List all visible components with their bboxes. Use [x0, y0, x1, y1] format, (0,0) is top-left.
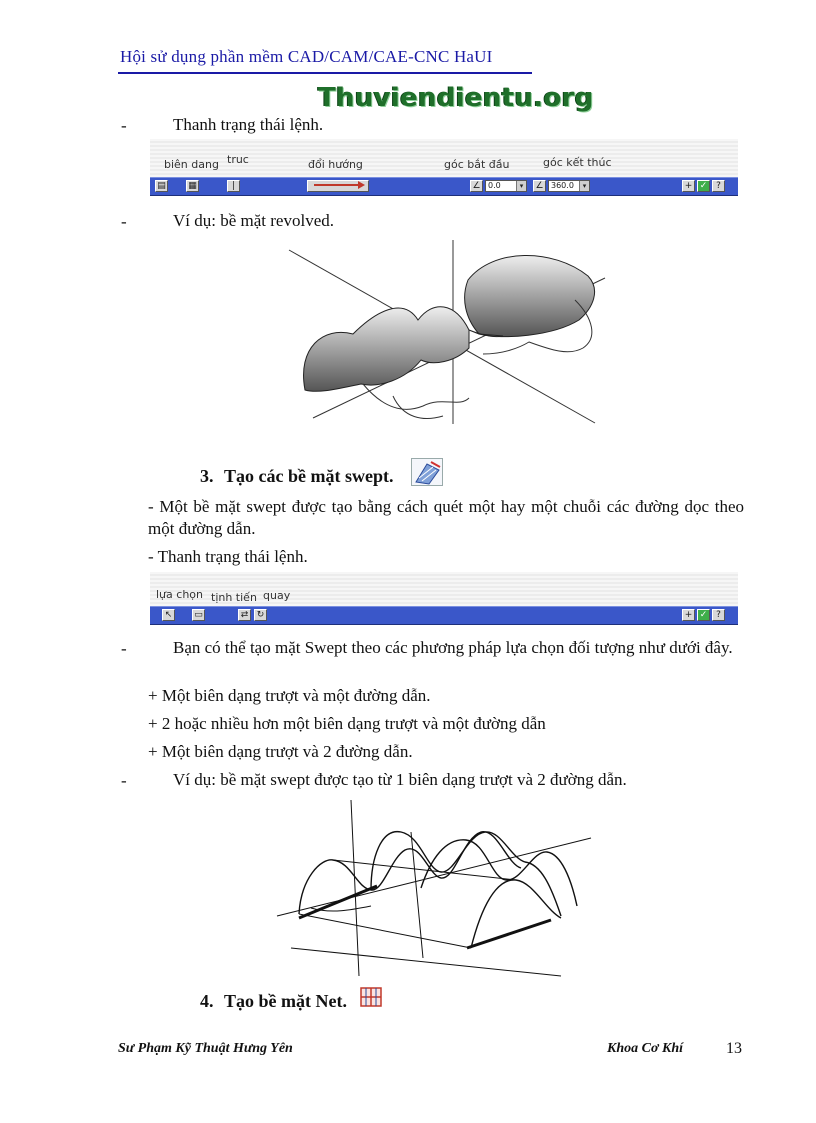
toolbar-label-strip	[150, 572, 738, 606]
swept-surface-figure	[271, 798, 609, 978]
page-number: 13	[726, 1040, 742, 1057]
select-button[interactable]: ↖	[162, 609, 175, 621]
end-angle-field[interactable]	[548, 180, 590, 192]
method-item: + Một biên dạng trượt và 2 đường dẫn.	[148, 742, 413, 761]
swept-surface-icon	[411, 458, 443, 486]
start-angle-icon: ∠	[470, 180, 483, 192]
swept-methods-intro: Bạn có thể tạo mặt Swept theo các phương pháp lựa chọn đối tượng như dưới đây.	[173, 638, 733, 657]
label-axis: truc	[227, 153, 249, 166]
end-angle-value: 360.0	[551, 181, 574, 190]
label-end-angle: góc kết thúc	[543, 156, 612, 169]
select-chain-icon[interactable]: ▭	[192, 609, 205, 621]
label-rotate: quay	[263, 589, 291, 602]
bullet-dash: -	[121, 116, 127, 135]
status-bar-caption: Thanh trạng thái lệnh.	[173, 115, 324, 134]
bullet-dash: -	[121, 771, 127, 790]
label-start-angle: góc bắt đầu	[444, 158, 510, 171]
bullet-dash: -	[121, 212, 127, 231]
toolbar-bar	[150, 606, 738, 625]
start-angle-value: 0.0	[488, 181, 501, 190]
ok-check-icon[interactable]: ✓	[697, 609, 710, 621]
label-reverse: đổi hướng	[308, 158, 363, 171]
axis-button[interactable]: |	[227, 180, 240, 192]
section-number: 4.	[200, 991, 214, 1011]
label-select: lựa chọn	[156, 588, 203, 601]
swept-description: - Một bề mặt swept được tạo bằng cách quét một hay một chuỗi các đường dọc theo một đường dẫn.	[148, 497, 744, 538]
reverse-direction-button[interactable]	[307, 180, 369, 192]
chevron-down-icon[interactable]: ▾	[516, 181, 526, 191]
example-revolved-caption: Ví dụ: bề mặt revolved.	[173, 211, 334, 230]
profile-button[interactable]: ▤	[155, 180, 168, 192]
rotate-button[interactable]: ↻	[254, 609, 267, 621]
label-profile: biên dang	[164, 158, 219, 171]
translate-button[interactable]: ⇄	[238, 609, 251, 621]
example-swept-caption: Ví dụ: bề mặt swept được tạo từ 1 biên dạng trượt và 2 đường dẫn.	[173, 770, 627, 789]
chevron-down-icon[interactable]: ▾	[579, 181, 589, 191]
header-underline	[118, 72, 532, 74]
end-angle-icon: ∠	[533, 180, 546, 192]
profile-select-icon[interactable]: ▦	[186, 180, 199, 192]
revolved-command-toolbar	[150, 139, 738, 195]
reverse-arrow-icon	[310, 181, 366, 189]
apply-icon[interactable]: +	[682, 609, 695, 621]
net-section-heading	[200, 991, 347, 1012]
start-angle-field[interactable]	[485, 180, 527, 192]
toolbar-label-strip	[150, 139, 738, 177]
method-item: + 2 hoặc nhiều hơn một biên dạng trượt và một đường dẫn	[148, 714, 546, 733]
net-surface-icon	[360, 987, 382, 1007]
revolved-surface-figure	[283, 238, 607, 426]
swept-status-caption: - Thanh trạng thái lệnh.	[148, 547, 308, 566]
method-item: + Một biên dạng trượt và một đường dẫn.	[148, 686, 431, 705]
footer-left: Sư Phạm Kỹ Thuật Hưng Yên	[118, 1041, 293, 1056]
section-number: 3.	[200, 466, 214, 486]
footer-right: Khoa Cơ Khí	[607, 1041, 683, 1056]
apply-icon[interactable]: +	[682, 180, 695, 192]
swept-section-heading	[200, 466, 393, 487]
page-header: Hội sử dụng phần mềm CAD/CAM/CAE-CNC HaUI	[120, 47, 493, 66]
toolbar-bar	[150, 177, 738, 196]
section-title: Tạo các bề mặt swept.	[224, 466, 394, 486]
label-translate: tịnh tiến	[211, 591, 257, 604]
watermark-logo: Thuviendientu.org	[318, 83, 594, 113]
help-icon[interactable]: ?	[712, 609, 725, 621]
swept-command-toolbar	[150, 572, 738, 626]
bullet-dash: -	[121, 639, 127, 658]
ok-check-icon[interactable]: ✓	[697, 180, 710, 192]
help-icon[interactable]: ?	[712, 180, 725, 192]
section-title: Tạo bề mặt Net.	[224, 991, 347, 1011]
